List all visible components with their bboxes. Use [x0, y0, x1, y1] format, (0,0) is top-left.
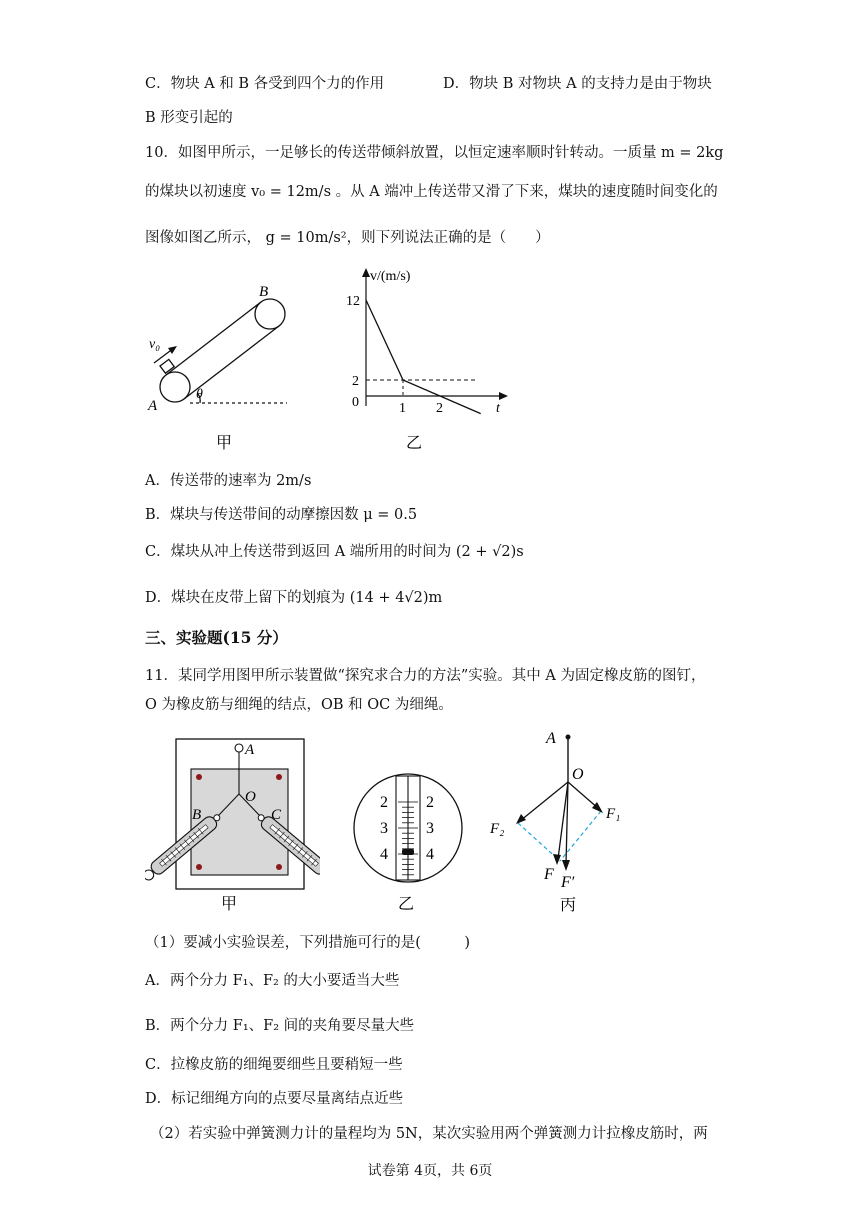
label-b: B: [192, 807, 202, 823]
q9-option-d-cont: B 形变引起的: [145, 110, 233, 126]
tick-left-2: 2: [380, 794, 388, 811]
q9-option-d: D．物块 B 对物块 A 的支持力是由于物块: [443, 76, 712, 92]
pin: [276, 774, 282, 780]
q11-figure-bing: [488, 725, 638, 920]
x-axis-arrow: [499, 392, 508, 400]
y-tick-label: 12: [346, 294, 360, 309]
label-f1: F₁: [606, 806, 621, 822]
force-f2: [520, 782, 568, 821]
label-c: C: [271, 807, 282, 823]
q10-option-d: D．煤块在皮带上留下的划痕为 (14 + 4√2)m: [145, 590, 443, 606]
x-tick-label: 1: [399, 401, 406, 416]
pushpin-a: [235, 744, 243, 752]
y-tick-label: 2: [352, 374, 359, 389]
pin: [196, 774, 202, 780]
q11-option-c: C．拉橡皮筋的细绳要细些且要稍短一些: [145, 1057, 403, 1073]
y-axis-arrow: [362, 268, 370, 277]
q10-figure-jia: [140, 270, 310, 460]
q11-sub1: （1）要减小实验误差，下列措施可行的是( ): [145, 935, 471, 951]
q11-option-b: B．两个分力 F₁、F₂ 间的夹角要尽量大些: [145, 1018, 415, 1034]
tick-right-2: 2: [426, 794, 434, 811]
label-f-prime: F′: [561, 874, 575, 891]
caption-jia: 甲: [216, 435, 233, 452]
q10-option-c: C．煤块从冲上传送带到返回 A 端所用的时间为 (2 + √2)s: [145, 544, 524, 560]
f2-arrowhead: [516, 814, 526, 824]
q10-stem-line2: 的煤块以初速度 v₀ = 12m/s 。从 A 端冲上传送带又滑了下来，煤块的速度随时间变化的: [145, 184, 718, 200]
belt-top: [166, 302, 261, 375]
y-tick-label: 0: [352, 395, 359, 410]
pin: [276, 864, 282, 870]
q11-figure-jia: [145, 733, 320, 918]
q10-stem-line1: 10．如图甲所示，一足够长的传送带倾斜放置，以恒定速率顺时针转动。一质量 m = 2kg: [145, 145, 724, 161]
force-f1: [568, 782, 599, 809]
q11-option-a: A．两个分力 F₁、F₂ 的大小要适当大些: [145, 973, 400, 989]
label-b: B: [259, 284, 269, 300]
q10-stem-line3: 图像如图乙所示， g = 10m/s²，则下列说法正确的是（ ）: [145, 230, 550, 246]
x-axis-label: t: [496, 401, 500, 416]
label-a: A: [148, 398, 158, 414]
x-tick-label: 2: [436, 401, 443, 416]
label-a: A: [546, 730, 556, 747]
page-footer: 试卷第 4页，共 6页: [367, 1163, 493, 1179]
q10-option-b: B．煤块与传送带间的动摩擦因数 μ = 0.5: [145, 507, 418, 523]
q11-stem-line1: 11．某同学用图甲所示装置做“探究求合力的方法”实验。其中 A 为固定橡皮筋的图钉，: [145, 668, 706, 684]
label-f: F: [544, 866, 554, 883]
y-axis-label: v/(m/s): [370, 269, 411, 284]
pointer: [402, 849, 414, 855]
q10-vt-chart: [330, 258, 520, 458]
tick-right-4: 4: [426, 846, 434, 863]
label-a: A: [245, 742, 255, 758]
q11-figure-yi: [352, 770, 464, 918]
label-theta: θ: [196, 387, 203, 402]
label-f2: F₂: [490, 821, 505, 837]
q11-sub2: （2）若实验中弹簧测力计的量程均为 5N，某次实验用两个弹簧测力计拉橡皮筋时，两: [150, 1126, 708, 1142]
tick-left-4: 4: [380, 846, 388, 863]
q9-option-c: C．物块 A 和 B 各受到四个力的作用: [145, 76, 385, 92]
f-prime-arrowhead: [562, 860, 570, 871]
q11-stem-line2: O 为橡皮筋与细绳的结点，OB 和 OC 为细绳。: [145, 697, 453, 713]
label-o: O: [572, 766, 584, 783]
label-v0: v₀: [149, 337, 161, 352]
caption-bing: 丙: [560, 897, 577, 914]
pin: [196, 864, 202, 870]
q10-option-a: A．传送带的速率为 2m/s: [145, 473, 312, 489]
tick-right-3: 3: [426, 820, 434, 837]
caption-yi: 乙: [406, 435, 423, 452]
section-3-title: 三、实验题(15 分）: [145, 628, 288, 647]
tick-left-3: 3: [380, 820, 388, 837]
v0-arrowhead: [168, 346, 177, 354]
caption-jia: 甲: [221, 896, 238, 913]
label-o: O: [245, 789, 256, 805]
caption-yi: 乙: [398, 896, 415, 913]
q11-option-d: D．标记细绳方向的点要尽量离结点近些: [145, 1091, 404, 1107]
f-arrowhead: [553, 854, 561, 865]
